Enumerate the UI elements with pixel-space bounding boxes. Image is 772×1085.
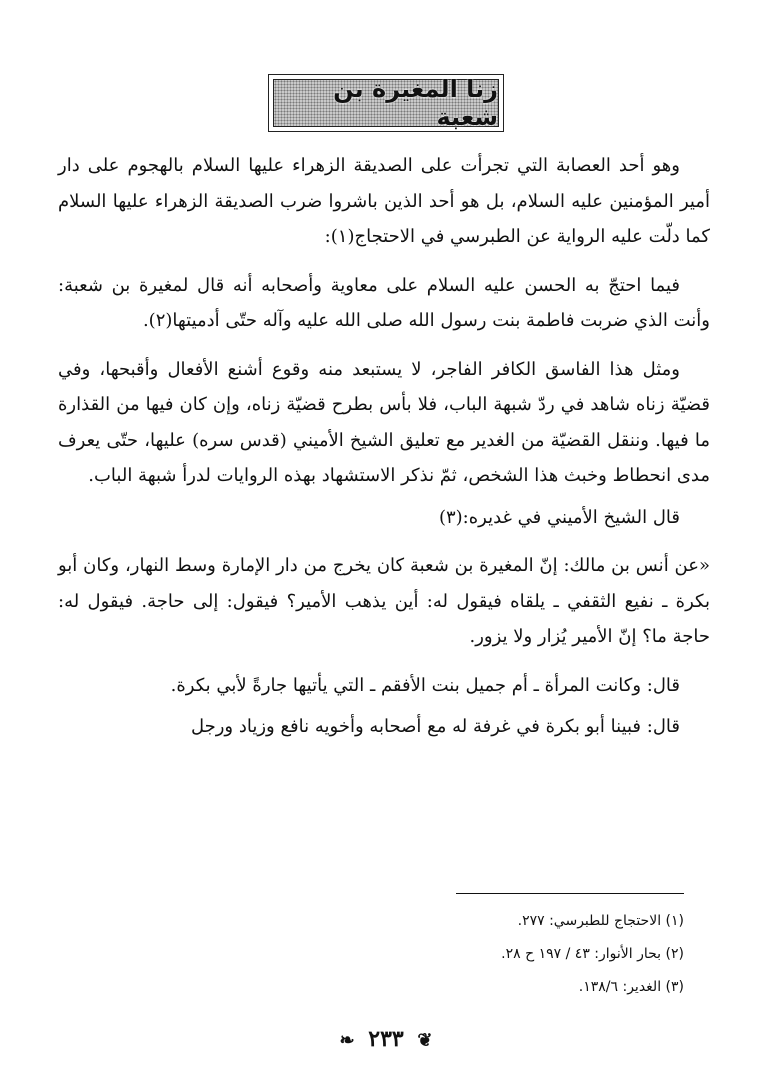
paragraph-umm-jamil: قال: وكانت المرأة ـ أم جميل بنت الأفقم ـ التي يأتيها جارةً لأبي بكرة. <box>170 674 680 696</box>
footnote-1: (١) الاحتجاج للطبرسي: ٢٧٧. <box>517 913 684 929</box>
ornament-right-icon: ❦ <box>417 1030 433 1051</box>
paragraph-quote-hassan: فيما احتجّ به الحسن عليه السلام على معاوية وأصحابه أنه قال لمغيرة بن شعبة: وأنت الذي ضربت فاطمة بنت رسول الله صلى الله عليه وآله حتّى أدميتها(٢). <box>58 274 710 331</box>
paragraph-amini-intro: قال الشيخ الأميني في غديره:(٣) <box>438 506 680 528</box>
footnote-3: (٣) الغدير: ١٣٨/٦. <box>578 979 684 995</box>
paragraph-intro: وهو أحد العصابة التي تجرأت على الصديقة الزهراء عليها السلام بالهجوم على دار أمير المؤمنين عليه السلام، بل هو أحد الذين باشروا ضرب الصديقة الزهراء عليها السلام كما دلّت عليه الرواية عن الطبرسي في الاحتجاج(١): <box>58 155 710 247</box>
paragraph-anas-narration: «عن أنس بن مالك: إنّ المغيرة بن شعبة كان يخرج من دار الإمارة وسط النهار، وكان أبو بكرة ـ نفيع الثقفي ـ يلقاه فيقول له: أين يذهب الأمير؟ فيقول: إلى حاجة. فيقول له: حاجة ما؟ إنّ الأمير يُزار ولا يزور. <box>58 555 710 647</box>
page-number: ٢٣٣ <box>368 1026 404 1052</box>
main-text <box>58 148 710 745</box>
chapter-title-panel <box>273 75 499 131</box>
chapter-title-frame <box>268 74 504 132</box>
paragraph-commentary: ومثل هذا الفاسق الكافر الفاجر، لا يستبعد منه وقوع أشنع الأفعال وأقبحها، وفي قضيّة زناه شاهد في ردّ شبهة الباب، فلا بأس بطرح قضيّة زناه، وإن كان فيها من القذارة ما فيها. وننقل القضيّة من الغدير مع تعليق الشيخ الأميني (قدس سره) عليها، حتّى يعرف مدى انحطاط وخبث هذا الشخص، ثمّ نذكر الاستشهاد بهذه الروايات لدرأ شبهة الباب. <box>58 358 710 486</box>
chapter-title: زنا المغيرة بن شعبة <box>333 75 498 131</box>
footnote-divider <box>456 893 684 894</box>
footnotes <box>501 905 684 1004</box>
ornament-left-icon: ❧ <box>339 1030 355 1051</box>
footnote-2: (٢) بحار الأنوار: ٤٣ / ١٩٧ ح ٢٨. <box>501 946 684 962</box>
page-footer <box>0 1026 772 1052</box>
paragraph-abu-bakra: قال: فبينا أبو بكرة في غرفة له مع أصحابه وأخويه نافع وزياد ورجل <box>190 716 680 737</box>
